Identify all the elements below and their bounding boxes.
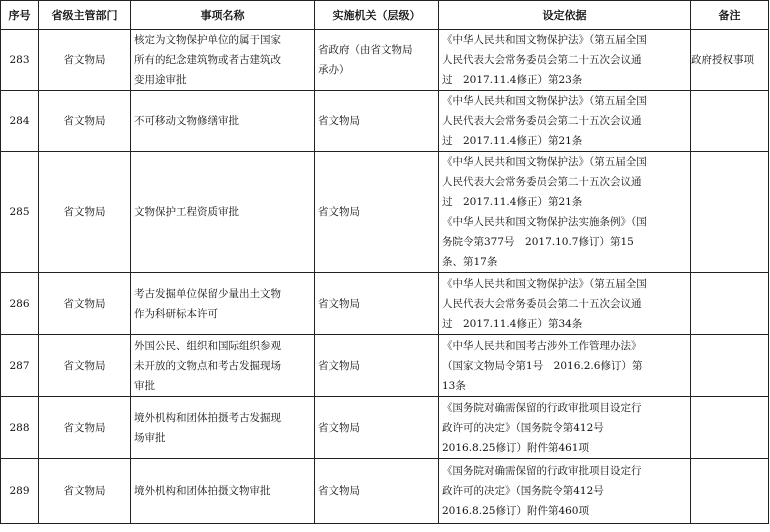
row-remark bbox=[691, 459, 769, 524]
basis-line: 《中华人民共和国文物保护法》（第五届全国 bbox=[442, 277, 647, 290]
row-number: 286 bbox=[1, 273, 39, 335]
row-basis bbox=[439, 91, 691, 152]
row-agency bbox=[315, 335, 439, 397]
table-header-row bbox=[1, 1, 769, 30]
agency-line: 省政府（由省文物局 bbox=[318, 44, 413, 56]
item-line: 考古发掘单位保留少量出土文物 bbox=[134, 287, 281, 300]
row-item bbox=[131, 152, 315, 273]
row-item bbox=[131, 335, 315, 397]
table-row bbox=[1, 397, 769, 459]
item-line: 境外机构和团体拍摄考古发掘现 bbox=[134, 411, 281, 424]
row-basis bbox=[439, 30, 691, 91]
row-number: 283 bbox=[1, 30, 39, 91]
basis-line: 人民代表大会常务委员会第二十五次会议通 bbox=[442, 297, 642, 310]
item-line: 核定为文物保护单位的属于国家 bbox=[134, 34, 281, 46]
row-remark bbox=[691, 397, 769, 459]
basis-line: 《中华人民共和国文物保护法实施条例》（国 bbox=[442, 216, 647, 228]
row-basis bbox=[439, 273, 691, 335]
item-line: 未开放的文物点和考古发掘现场 bbox=[134, 359, 281, 372]
row-number: 289 bbox=[1, 459, 39, 524]
table-row bbox=[1, 152, 769, 273]
header-basis: 设定依据 bbox=[439, 1, 691, 30]
item-line: 境外机构和团体拍摄文物审批 bbox=[134, 485, 271, 497]
agency-line: 省文物局 bbox=[318, 485, 360, 497]
basis-line: 务院令第377号 2017.10.7修订）第15 bbox=[442, 236, 634, 248]
agency-line: 省文物局 bbox=[318, 359, 360, 372]
table-row bbox=[1, 273, 769, 335]
row-dept: 省文物局 bbox=[39, 273, 131, 335]
basis-line: 《中华人民共和国文物保护法》（第五届全国 bbox=[442, 34, 647, 46]
row-remark bbox=[691, 335, 769, 397]
item-line: 变用途审批 bbox=[134, 74, 187, 86]
basis-line: 《国务院对确需保留的行政审批项目设定行 bbox=[442, 465, 642, 477]
basis-line: 《中华人民共和国考古涉外工作管理办法》 bbox=[442, 339, 642, 352]
basis-line: 政许可的决定》（国务院令第412号 bbox=[442, 485, 604, 497]
basis-line: 过 2017.11.4修正）第21条 bbox=[442, 135, 583, 147]
row-remark bbox=[691, 91, 769, 152]
row-remark bbox=[691, 273, 769, 335]
row-item bbox=[131, 459, 315, 524]
row-basis bbox=[439, 335, 691, 397]
basis-line: 人民代表大会常务委员会第二十五次会议通 bbox=[442, 115, 642, 127]
basis-line: （国家文物局令第1号 2016.2.6修订）第 bbox=[442, 359, 643, 372]
item-line: 文物保护工程资质审批 bbox=[134, 206, 239, 218]
row-item bbox=[131, 397, 315, 459]
header-dept: 省级主管部门 bbox=[39, 1, 131, 30]
basis-line: 人民代表大会常务委员会第二十五次会议通 bbox=[442, 176, 642, 188]
row-dept: 省文物局 bbox=[39, 397, 131, 459]
table-row bbox=[1, 91, 769, 152]
row-basis bbox=[439, 152, 691, 273]
agency-line: 承办） bbox=[318, 64, 350, 76]
row-agency bbox=[315, 91, 439, 152]
row-number: 288 bbox=[1, 397, 39, 459]
row-dept: 省文物局 bbox=[39, 459, 131, 524]
row-basis bbox=[439, 459, 691, 524]
basis-line: 2016.8.25修订）附件第460项 bbox=[442, 505, 589, 517]
basis-line: 条、第17条 bbox=[442, 256, 498, 268]
header-remark: 备注 bbox=[691, 1, 769, 30]
row-agency bbox=[315, 397, 439, 459]
agency-line: 省文物局 bbox=[318, 421, 360, 434]
item-line: 不可移动文物修缮审批 bbox=[134, 115, 239, 127]
header-item: 事项名称 bbox=[131, 1, 315, 30]
basis-line: 过 2017.11.4修正）第21条 bbox=[442, 196, 583, 208]
row-agency bbox=[315, 30, 439, 91]
agency-line: 省文物局 bbox=[318, 206, 360, 218]
row-number: 284 bbox=[1, 91, 39, 152]
agency-line: 省文物局 bbox=[318, 115, 360, 127]
row-dept: 省文物局 bbox=[39, 152, 131, 273]
basis-line: 《国务院对确需保留的行政审批项目设定行 bbox=[442, 401, 642, 414]
basis-line: 《中华人民共和国文物保护法》（第五届全国 bbox=[442, 95, 647, 107]
row-remark bbox=[691, 152, 769, 273]
row-remark: 政府授权事项 bbox=[691, 30, 769, 91]
table-row bbox=[1, 335, 769, 397]
basis-line: 《中华人民共和国文物保护法》（第五届全国 bbox=[442, 156, 647, 168]
item-line: 外国公民、组织和国际组织参观 bbox=[134, 339, 281, 352]
row-item bbox=[131, 91, 315, 152]
basis-line: 13条 bbox=[442, 379, 466, 392]
row-number: 287 bbox=[1, 335, 39, 397]
header-no: 序号 bbox=[1, 1, 39, 30]
row-dept: 省文物局 bbox=[39, 91, 131, 152]
row-item bbox=[131, 273, 315, 335]
basis-line: 人民代表大会常务委员会第二十五次会议通 bbox=[442, 54, 642, 66]
row-dept: 省文物局 bbox=[39, 335, 131, 397]
row-agency bbox=[315, 459, 439, 524]
item-line: 场审批 bbox=[134, 431, 166, 444]
item-line: 作为科研标本许可 bbox=[134, 307, 218, 320]
row-number: 285 bbox=[1, 152, 39, 273]
basis-line: 过 2017.11.4修正）第23条 bbox=[442, 74, 583, 86]
row-agency bbox=[315, 152, 439, 273]
row-dept: 省文物局 bbox=[39, 30, 131, 91]
basis-line: 过 2017.11.4修正）第34条 bbox=[442, 317, 583, 330]
row-item bbox=[131, 30, 315, 91]
basis-line: 2016.8.25修订）附件第461项 bbox=[442, 441, 589, 454]
row-basis bbox=[439, 397, 691, 459]
agency-line: 省文物局 bbox=[318, 297, 360, 310]
item-line: 所有的纪念建筑物或者古建筑改 bbox=[134, 54, 281, 66]
table-row bbox=[1, 459, 769, 524]
row-agency bbox=[315, 273, 439, 335]
item-line: 审批 bbox=[134, 379, 155, 392]
table-row bbox=[1, 30, 769, 91]
basis-line: 政许可的决定》（国务院令第412号 bbox=[442, 421, 604, 434]
header-agency: 实施机关（层级） bbox=[315, 1, 439, 30]
